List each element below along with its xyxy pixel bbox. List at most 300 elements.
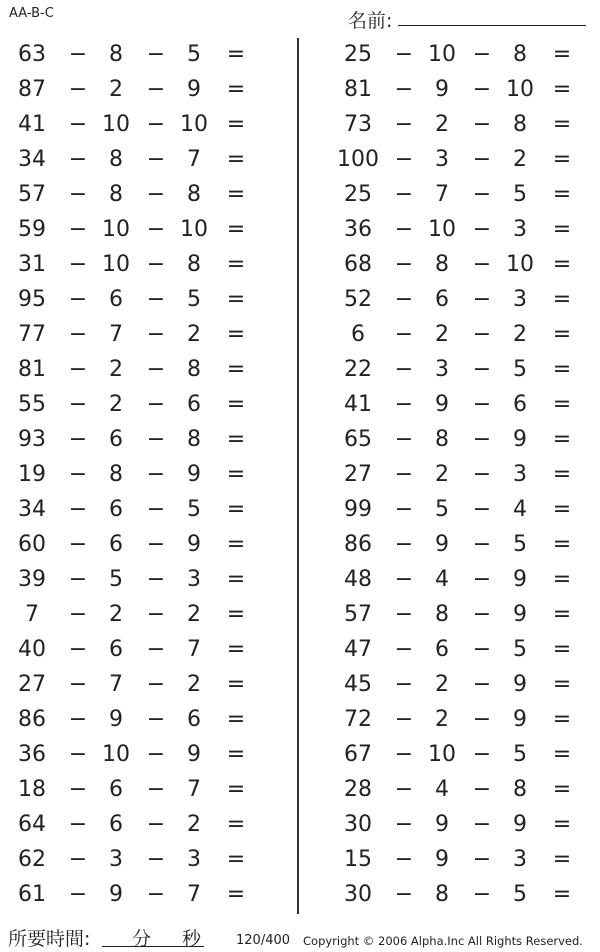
equals-sign: =: [552, 322, 572, 347]
operand-a: 18: [18, 777, 46, 802]
operand-a: 36: [344, 217, 372, 242]
operand-a: 67: [344, 742, 372, 767]
operand-a: 7: [25, 602, 39, 627]
minus-sign: −: [472, 882, 492, 907]
minus-sign: −: [146, 147, 166, 172]
equals-sign: =: [552, 812, 572, 837]
minus-sign: −: [68, 637, 88, 662]
operand-a: 52: [344, 287, 372, 312]
equals-sign: =: [552, 77, 572, 102]
minus-sign: −: [146, 252, 166, 277]
operand-b: 2: [109, 602, 123, 627]
operand-c: 2: [187, 322, 201, 347]
minus-sign: −: [472, 182, 492, 207]
operand-a: 36: [18, 742, 46, 767]
operand-c: 6: [187, 392, 201, 417]
operand-a: 55: [18, 392, 46, 417]
minus-sign: −: [68, 847, 88, 872]
minus-sign: −: [68, 707, 88, 732]
minus-sign: −: [146, 672, 166, 697]
operand-a: 27: [344, 462, 372, 487]
operand-b: 2: [109, 392, 123, 417]
minus-sign: −: [68, 392, 88, 417]
operand-b: 10: [102, 112, 130, 137]
minus-sign: −: [472, 287, 492, 312]
minus-sign: −: [394, 427, 414, 452]
operand-b: 9: [109, 707, 123, 732]
operand-c: 8: [187, 252, 201, 277]
minus-sign: −: [146, 742, 166, 767]
operand-c: 7: [187, 882, 201, 907]
operand-c: 9: [187, 532, 201, 557]
equals-sign: =: [226, 357, 246, 382]
operand-a: 72: [344, 707, 372, 732]
operand-a: 40: [18, 637, 46, 662]
operand-b: 8: [435, 252, 449, 277]
operand-b: 7: [435, 182, 449, 207]
operand-a: 41: [344, 392, 372, 417]
minus-sign: −: [68, 42, 88, 67]
operand-c: 5: [513, 182, 527, 207]
minus-sign: −: [394, 812, 414, 837]
operand-b: 10: [102, 217, 130, 242]
minus-sign: −: [394, 392, 414, 417]
operand-b: 8: [435, 882, 449, 907]
operand-c: 9: [513, 707, 527, 732]
operand-b: 2: [109, 77, 123, 102]
operand-b: 9: [109, 882, 123, 907]
minus-sign: −: [146, 707, 166, 732]
operand-c: 7: [187, 147, 201, 172]
minus-sign: −: [68, 532, 88, 557]
operand-a: 34: [18, 497, 46, 522]
minus-sign: −: [472, 217, 492, 242]
operand-b: 2: [435, 322, 449, 347]
minus-sign: −: [146, 812, 166, 837]
operand-b: 8: [435, 602, 449, 627]
equals-sign: =: [552, 357, 572, 382]
operand-a: 47: [344, 637, 372, 662]
operand-b: 6: [109, 637, 123, 662]
operand-a: 31: [18, 252, 46, 277]
operand-b: 2: [435, 462, 449, 487]
operand-c: 9: [187, 77, 201, 102]
operand-c: 3: [513, 462, 527, 487]
minus-sign: −: [146, 637, 166, 662]
equals-sign: =: [226, 882, 246, 907]
operand-a: 22: [344, 357, 372, 382]
operand-a: 87: [18, 77, 46, 102]
operand-a: 57: [344, 602, 372, 627]
minus-sign: −: [146, 112, 166, 137]
operand-c: 5: [187, 497, 201, 522]
minus-sign: −: [472, 322, 492, 347]
operand-b: 6: [435, 287, 449, 312]
minus-sign: −: [472, 147, 492, 172]
equals-sign: =: [552, 112, 572, 137]
equals-sign: =: [552, 217, 572, 242]
equals-sign: =: [226, 497, 246, 522]
minus-sign: −: [472, 497, 492, 522]
equals-sign: =: [552, 532, 572, 557]
equals-sign: =: [552, 882, 572, 907]
minus-sign: −: [146, 777, 166, 802]
operand-a: 28: [344, 777, 372, 802]
operand-c: 5: [513, 532, 527, 557]
minus-sign: −: [472, 532, 492, 557]
minus-sign: −: [394, 42, 414, 67]
minus-sign: −: [472, 777, 492, 802]
operand-a: 41: [18, 112, 46, 137]
minus-sign: −: [68, 112, 88, 137]
operand-b: 4: [435, 777, 449, 802]
operand-b: 10: [428, 217, 456, 242]
minus-sign: −: [394, 532, 414, 557]
operand-b: 3: [109, 847, 123, 872]
operand-a: 30: [344, 882, 372, 907]
operand-a: 99: [344, 497, 372, 522]
minus-sign: −: [68, 602, 88, 627]
minus-sign: −: [394, 182, 414, 207]
equals-sign: =: [552, 672, 572, 697]
operand-b: 8: [109, 42, 123, 67]
equals-sign: =: [226, 777, 246, 802]
equals-sign: =: [226, 707, 246, 732]
operand-a: 81: [18, 357, 46, 382]
operand-a: 34: [18, 147, 46, 172]
operand-c: 8: [513, 112, 527, 137]
operand-a: 95: [18, 287, 46, 312]
equals-sign: =: [226, 672, 246, 697]
equals-sign: =: [226, 462, 246, 487]
minus-sign: −: [394, 707, 414, 732]
minus-sign: −: [394, 567, 414, 592]
operand-c: 5: [513, 742, 527, 767]
equals-sign: =: [552, 42, 572, 67]
equals-sign: =: [226, 287, 246, 312]
operand-c: 5: [187, 42, 201, 67]
minus-sign: −: [146, 357, 166, 382]
operand-b: 8: [435, 427, 449, 452]
operand-c: 8: [513, 42, 527, 67]
minus-sign: −: [472, 707, 492, 732]
minus-sign: −: [68, 462, 88, 487]
operand-c: 10: [180, 217, 208, 242]
minus-sign: −: [146, 182, 166, 207]
operand-b: 5: [109, 567, 123, 592]
operand-c: 9: [187, 742, 201, 767]
equals-sign: =: [226, 812, 246, 837]
operand-c: 3: [187, 567, 201, 592]
operand-c: 3: [513, 217, 527, 242]
equals-sign: =: [226, 637, 246, 662]
name-underline: [398, 25, 586, 26]
operand-c: 3: [513, 287, 527, 312]
seconds-label: 秒: [182, 928, 202, 950]
equals-sign: =: [552, 637, 572, 662]
minus-sign: −: [68, 427, 88, 452]
minus-sign: −: [394, 462, 414, 487]
minus-sign: −: [146, 462, 166, 487]
operand-b: 6: [109, 812, 123, 837]
operand-c: 10: [506, 77, 534, 102]
operand-c: 7: [187, 637, 201, 662]
minus-sign: −: [146, 322, 166, 347]
column-divider: [297, 38, 299, 914]
operand-c: 4: [513, 497, 527, 522]
equals-sign: =: [226, 147, 246, 172]
operand-c: 2: [513, 147, 527, 172]
minus-sign: −: [394, 77, 414, 102]
operand-a: 61: [18, 882, 46, 907]
minus-sign: −: [472, 392, 492, 417]
operand-c: 5: [513, 637, 527, 662]
operand-b: 3: [435, 147, 449, 172]
minus-sign: −: [472, 427, 492, 452]
equals-sign: =: [226, 427, 246, 452]
operand-c: 2: [187, 672, 201, 697]
operand-c: 8: [187, 427, 201, 452]
minus-sign: −: [394, 847, 414, 872]
minus-sign: −: [472, 637, 492, 662]
operand-c: 10: [180, 112, 208, 137]
operand-a: 60: [18, 532, 46, 557]
equals-sign: =: [552, 602, 572, 627]
equals-sign: =: [552, 252, 572, 277]
equals-sign: =: [226, 252, 246, 277]
minus-sign: −: [68, 147, 88, 172]
operand-b: 10: [428, 42, 456, 67]
equals-sign: =: [552, 497, 572, 522]
minus-sign: −: [394, 112, 414, 137]
minus-sign: −: [146, 42, 166, 67]
minus-sign: −: [146, 77, 166, 102]
operand-c: 3: [187, 847, 201, 872]
worksheet-code: AA-B-C: [9, 6, 54, 21]
minus-sign: −: [68, 357, 88, 382]
operand-b: 6: [109, 532, 123, 557]
minus-sign: −: [68, 672, 88, 697]
minus-sign: −: [146, 287, 166, 312]
equals-sign: =: [226, 532, 246, 557]
minus-sign: −: [394, 357, 414, 382]
minus-sign: −: [146, 882, 166, 907]
copyright-notice: Copyright © 2006 Alpha.Inc All Rights Reserved.: [303, 934, 583, 948]
minus-sign: −: [68, 742, 88, 767]
operand-b: 5: [435, 497, 449, 522]
operand-b: 10: [102, 252, 130, 277]
minus-sign: −: [472, 112, 492, 137]
operand-c: 9: [187, 462, 201, 487]
operand-b: 9: [435, 812, 449, 837]
operand-c: 5: [187, 287, 201, 312]
minus-sign: −: [68, 567, 88, 592]
minus-sign: −: [394, 322, 414, 347]
minus-sign: −: [146, 497, 166, 522]
minus-sign: −: [394, 777, 414, 802]
operand-a: 15: [344, 847, 372, 872]
minus-sign: −: [68, 287, 88, 312]
minus-sign: −: [394, 147, 414, 172]
operand-a: 81: [344, 77, 372, 102]
operand-a: 93: [18, 427, 46, 452]
operand-c: 8: [187, 182, 201, 207]
minus-sign: −: [394, 497, 414, 522]
operand-a: 27: [18, 672, 46, 697]
operand-b: 7: [109, 322, 123, 347]
operand-a: 39: [18, 567, 46, 592]
operand-c: 6: [187, 707, 201, 732]
minutes-label: 分: [132, 928, 152, 950]
equals-sign: =: [226, 112, 246, 137]
operand-c: 9: [513, 567, 527, 592]
equals-sign: =: [226, 567, 246, 592]
operand-c: 9: [513, 812, 527, 837]
minus-sign: −: [394, 217, 414, 242]
operand-c: 8: [187, 357, 201, 382]
minus-sign: −: [394, 287, 414, 312]
operand-a: 62: [18, 847, 46, 872]
operand-c: 2: [187, 602, 201, 627]
operand-b: 10: [102, 742, 130, 767]
minus-sign: −: [472, 602, 492, 627]
operand-a: 59: [18, 217, 46, 242]
operand-b: 8: [109, 182, 123, 207]
equals-sign: =: [552, 427, 572, 452]
operand-b: 6: [109, 427, 123, 452]
minus-sign: −: [146, 567, 166, 592]
operand-a: 48: [344, 567, 372, 592]
operand-a: 25: [344, 42, 372, 67]
operand-b: 9: [435, 77, 449, 102]
operand-a: 57: [18, 182, 46, 207]
operand-c: 9: [513, 602, 527, 627]
operand-b: 4: [435, 567, 449, 592]
minus-sign: −: [472, 742, 492, 767]
minus-sign: −: [68, 497, 88, 522]
operand-c: 6: [513, 392, 527, 417]
minus-sign: −: [394, 252, 414, 277]
minus-sign: −: [68, 77, 88, 102]
operand-a: 73: [344, 112, 372, 137]
minus-sign: −: [472, 357, 492, 382]
operand-a: 65: [344, 427, 372, 452]
operand-b: 9: [435, 392, 449, 417]
operand-b: 6: [109, 497, 123, 522]
minus-sign: −: [146, 392, 166, 417]
minus-sign: −: [472, 567, 492, 592]
minus-sign: −: [146, 217, 166, 242]
minus-sign: −: [68, 882, 88, 907]
operand-a: 64: [18, 812, 46, 837]
time-label: 所要時間:: [8, 928, 91, 950]
equals-sign: =: [552, 462, 572, 487]
operand-a: 63: [18, 42, 46, 67]
operand-b: 10: [428, 742, 456, 767]
minus-sign: −: [472, 672, 492, 697]
name-label: 名前:: [348, 10, 393, 32]
minus-sign: −: [146, 532, 166, 557]
equals-sign: =: [226, 42, 246, 67]
minus-sign: −: [68, 812, 88, 837]
operand-b: 8: [109, 462, 123, 487]
minus-sign: −: [68, 322, 88, 347]
operand-b: 6: [435, 637, 449, 662]
equals-sign: =: [226, 217, 246, 242]
operand-b: 8: [109, 147, 123, 172]
equals-sign: =: [226, 602, 246, 627]
operand-b: 3: [435, 357, 449, 382]
equals-sign: =: [552, 742, 572, 767]
operand-a: 19: [18, 462, 46, 487]
operand-b: 2: [109, 357, 123, 382]
minus-sign: −: [472, 462, 492, 487]
equals-sign: =: [552, 777, 572, 802]
operand-c: 3: [513, 847, 527, 872]
minus-sign: −: [68, 777, 88, 802]
minus-sign: −: [146, 602, 166, 627]
operand-a: 86: [344, 532, 372, 557]
minus-sign: −: [472, 42, 492, 67]
operand-c: 10: [506, 252, 534, 277]
minus-sign: −: [146, 427, 166, 452]
operand-b: 2: [435, 672, 449, 697]
equals-sign: =: [226, 322, 246, 347]
equals-sign: =: [226, 742, 246, 767]
operand-c: 5: [513, 357, 527, 382]
operand-b: 9: [435, 532, 449, 557]
equals-sign: =: [552, 567, 572, 592]
minus-sign: −: [394, 637, 414, 662]
minus-sign: −: [394, 602, 414, 627]
operand-a: 68: [344, 252, 372, 277]
operand-b: 2: [435, 707, 449, 732]
operand-a: 6: [351, 322, 365, 347]
minus-sign: −: [472, 252, 492, 277]
operand-a: 77: [18, 322, 46, 347]
minus-sign: −: [394, 742, 414, 767]
equals-sign: =: [552, 392, 572, 417]
equals-sign: =: [226, 392, 246, 417]
operand-b: 6: [109, 777, 123, 802]
minus-sign: −: [472, 847, 492, 872]
equals-sign: =: [226, 77, 246, 102]
minus-sign: −: [146, 847, 166, 872]
operand-c: 2: [513, 322, 527, 347]
operand-a: 30: [344, 812, 372, 837]
operand-b: 9: [435, 847, 449, 872]
equals-sign: =: [552, 182, 572, 207]
operand-c: 7: [187, 777, 201, 802]
operand-b: 7: [109, 672, 123, 697]
operand-b: 6: [109, 287, 123, 312]
minus-sign: −: [68, 182, 88, 207]
operand-c: 2: [187, 812, 201, 837]
problem-count: 120/400: [236, 933, 291, 948]
equals-sign: =: [552, 707, 572, 732]
operand-a: 100: [337, 147, 379, 172]
minus-sign: −: [68, 252, 88, 277]
operand-a: 45: [344, 672, 372, 697]
operand-b: 2: [435, 112, 449, 137]
operand-a: 25: [344, 182, 372, 207]
equals-sign: =: [552, 287, 572, 312]
equals-sign: =: [552, 147, 572, 172]
minus-sign: −: [68, 217, 88, 242]
equals-sign: =: [226, 182, 246, 207]
minus-sign: −: [394, 672, 414, 697]
minus-sign: −: [394, 882, 414, 907]
